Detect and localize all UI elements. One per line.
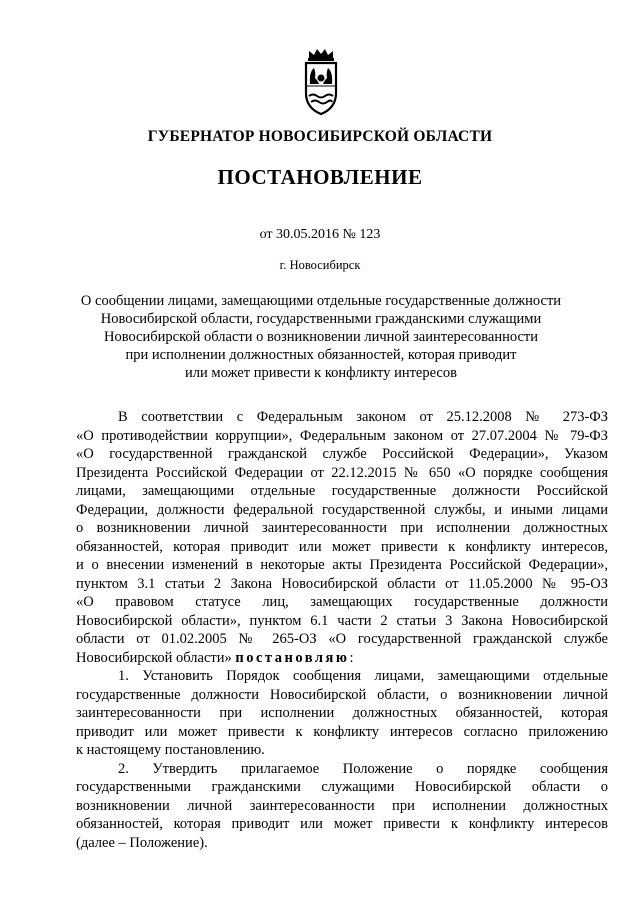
preamble-final-line xyxy=(76,649,608,668)
item-1-line: 1. Установить Порядок сообщения лицами, замещающими отдельные xyxy=(118,668,608,684)
item-2-line: возникновении личной заинтересованности при исполнении должностных xyxy=(76,797,608,814)
preamble-line: «О правовом статусе лиц, замещающих государственные должности xyxy=(76,594,608,610)
preamble-line: Президента Российской Федерации от 22.12.2015 № 650 «О порядке сообщения xyxy=(76,464,608,481)
subject-line: при исполнении должностных обязанностей, которая приводит xyxy=(125,347,517,363)
subject-line: Новосибирской области, государственными гражданскими служащими xyxy=(100,311,542,327)
preamble-line: обязанностей, которая приводит или может привести к конфликту интересов, xyxy=(76,538,608,555)
preamble-line: «О противодействии коррупции», Федеральным законом от 27.07.2004 № 79-ФЗ xyxy=(76,427,608,444)
subject-line: Новосибирской области о возникновении личной заинтересованности xyxy=(103,329,539,345)
preamble-line: и о внесении изменений в некоторые акты Президента Российской Федерации», xyxy=(76,557,608,573)
item-2-line: государственными гражданскими служащими Новосибирской области о xyxy=(76,779,608,795)
decree-subject xyxy=(60,292,582,382)
preamble-line: Новосибирской области», пунктом 6.1 части 2 статьи 3 Закона Новосибирской xyxy=(76,612,608,629)
document-type-title: ПОСТАНОВЛЕНИЕ xyxy=(217,165,423,189)
item-2-line: (далее – Положение). xyxy=(76,834,208,851)
date-and-number: от 30.05.2016 № 123 xyxy=(259,227,381,242)
preamble-line: пунктом 3.1 статьи 2 Закона Новосибирской области от 11.05.2000 № 95-ОЗ xyxy=(76,575,608,592)
decree-word: постановляю xyxy=(235,649,350,666)
preamble-final-text: Новосибирской области» xyxy=(76,649,236,666)
decree-body xyxy=(76,408,608,852)
preamble-line: «О государственной гражданской службе Российской Федерации», Указом xyxy=(76,446,608,462)
authority-heading: ГУБЕРНАТОР НОВОСИБИРСКОЙ ОБЛАСТИ xyxy=(147,128,493,145)
preamble-line: о возникновении личной заинтересованности при исполнении должностных xyxy=(76,520,608,536)
preamble-line: области от 01.02.2005 № 265-ОЗ «О государственной гражданской службе xyxy=(76,631,608,647)
item-2-line: 2. Утвердить прилагаемое Положение о порядке сообщения xyxy=(118,760,608,777)
item-2-line: обязанностей, которая приводит или может привести к конфликту интересов xyxy=(76,816,608,832)
decree-colon: : xyxy=(349,649,354,666)
preamble-line: Федерации, должности федеральной государственной службы, и иными лицами xyxy=(76,501,608,518)
city: г. Новосибирск xyxy=(279,258,361,272)
subject-line: или может привести к конфликту интересов xyxy=(185,365,457,381)
novosibirsk-coat-of-arms-icon xyxy=(301,48,341,116)
preamble-line: лицами, замещающими отдельные государственные должности Российской xyxy=(76,483,608,499)
preamble-line: В соответствии с Федеральным законом от 25.12.2008 № 273-ФЗ xyxy=(118,409,608,425)
item-1-line: приводит или может привести к конфликту интересов согласно приложению xyxy=(76,723,608,740)
item-1-line: государственные должности Новосибирской области, о возникновении личной xyxy=(76,686,608,703)
subject-line: О сообщении лицами, замещающими отдельные государственные должности xyxy=(80,293,562,309)
item-1-line: к настоящему постановлению. xyxy=(76,742,265,758)
item-1-line: заинтересованности при исполнении должностных обязанностей, которая xyxy=(76,705,608,721)
